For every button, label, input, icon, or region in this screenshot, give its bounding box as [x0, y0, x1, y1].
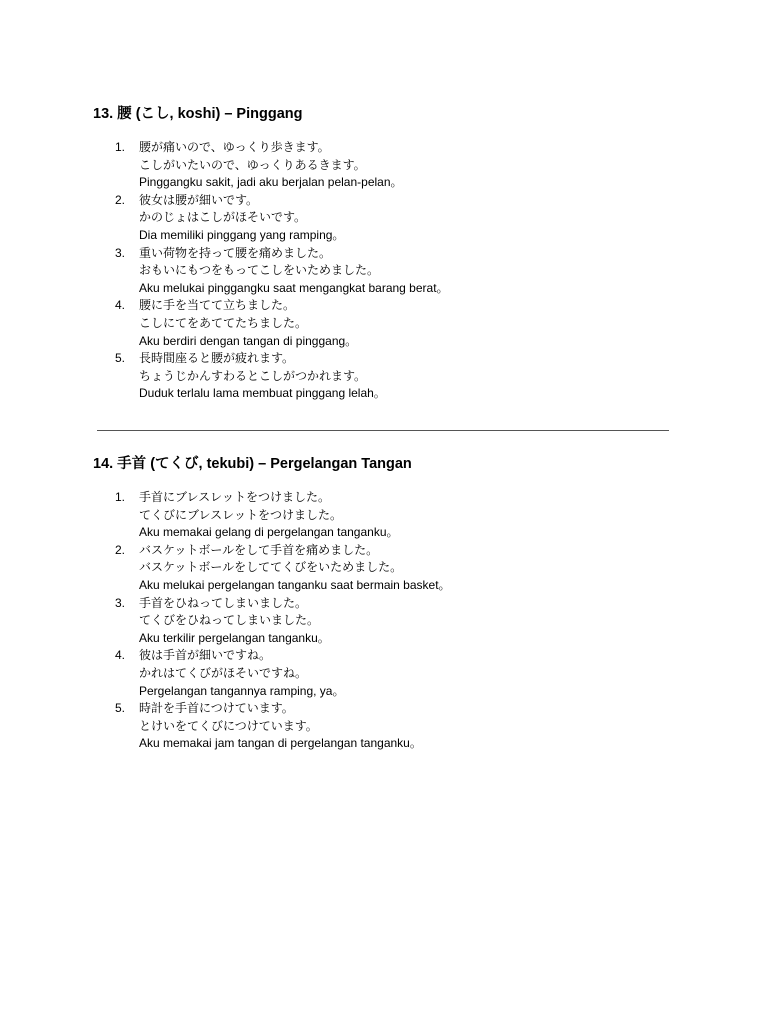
example-item	[115, 595, 675, 648]
example-kana: おもいにもつをもってこしをいためました。	[139, 263, 380, 278]
example-kanji: 手首にブレスレットをつけました。	[139, 490, 331, 504]
example-translation: Pinggangku sakit, jadi aku berjalan pelan-pelan。	[139, 175, 403, 190]
example-translation: Duduk terlalu lama membuat pinggang lelah。	[139, 386, 386, 401]
example-number: 3.	[115, 245, 126, 260]
example-item	[115, 139, 675, 192]
example-translation: Aku melukai pergelangan tanganku saat bermain basket。	[139, 577, 451, 592]
example-number: 5.	[115, 701, 126, 716]
example-kanji: 手首をひねってしまいました。	[139, 595, 308, 610]
example-kana: とけいをてくびにつけています。	[139, 718, 318, 733]
example-number: 1.	[115, 490, 126, 504]
example-number: 5.	[115, 351, 126, 366]
example-kana: バスケットボールをしててくびをいためました。	[139, 560, 403, 575]
example-translation: Pergelangan tangannya ramping, ya。	[139, 683, 345, 698]
section-heading: 13. 腰 (こし, koshi) – Pinggang	[93, 106, 303, 122]
example-item	[115, 489, 675, 542]
example-kana: こしにてをあててたちました。	[139, 315, 308, 330]
example-kanji: バスケットボールをして手首を痛めました。	[139, 542, 379, 557]
example-number: 4.	[115, 648, 126, 663]
example-kana: こしがいたいので、ゆっくりあるきます。	[139, 157, 366, 172]
example-item	[115, 245, 675, 298]
section-divider	[97, 430, 669, 431]
example-number: 2.	[115, 192, 126, 207]
section-koshi	[93, 104, 693, 401]
example-list	[115, 489, 675, 753]
example-kanji: 長時間座ると腰が疲れます。	[139, 351, 295, 366]
example-kanji: 彼女は腰が細いです。	[139, 192, 259, 207]
example-list	[115, 139, 675, 403]
example-number: 1.	[115, 140, 126, 154]
example-number: 4.	[115, 298, 126, 313]
example-kana: てくびをひねってしまいました。	[139, 613, 320, 628]
example-kanji: 腰が痛いので、ゆっくり歩きます。	[139, 140, 330, 154]
example-translation: Aku berdiri dengan tangan di pinggang。	[139, 333, 358, 348]
example-number: 3.	[115, 595, 126, 610]
example-kanji: 彼は手首が細いですね。	[139, 648, 272, 663]
example-kana: てくびにブレスレットをつけました。	[139, 507, 343, 522]
example-translation: Aku terkilir pergelangan tanganku。	[139, 630, 330, 645]
example-translation: Dia memiliki pinggang yang ramping。	[139, 227, 345, 242]
example-kanji: 時計を手首につけています。	[139, 701, 294, 716]
section-heading: 14. 手首 (てくび, tekubi) – Pergelangan Tangan	[93, 456, 412, 472]
example-translation: Aku memakai gelang di pergelangan tanganku。	[139, 525, 399, 540]
example-kana: ちょうじかんすわるとこしがつかれます。	[139, 368, 367, 383]
example-item	[115, 297, 675, 350]
example-item	[115, 350, 675, 403]
section-tekubi	[93, 454, 693, 751]
example-kanji: 腰に手を当てて立ちました。	[139, 298, 296, 313]
example-kanji: 重い荷物を持って腰を痛めました。	[139, 245, 332, 260]
example-item	[115, 647, 675, 700]
example-item	[115, 700, 675, 753]
example-item	[115, 192, 675, 245]
example-translation: Aku melukai pinggangku saat mengangkat barang berat。	[139, 280, 449, 295]
example-kana: かのじょはこしがほそいです。	[139, 210, 307, 225]
example-item	[115, 542, 675, 595]
example-number: 2.	[115, 542, 126, 557]
example-translation: Aku memakai jam tangan di pergelangan tanganku。	[139, 736, 422, 751]
example-kana: かれはてくびがほそいですね。	[139, 665, 308, 680]
